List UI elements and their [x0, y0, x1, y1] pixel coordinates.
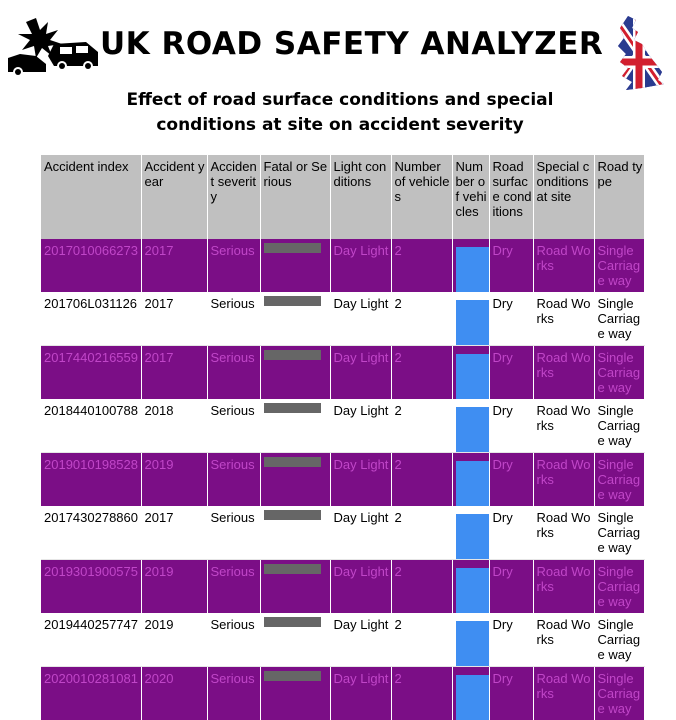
vehicles-bar: [456, 247, 489, 292]
cell-vehicles: 2: [391, 292, 452, 346]
cell-index: 2017010066273: [41, 239, 141, 292]
cell-surface: Dry: [489, 239, 533, 292]
col-light-conditions[interactable]: Light conditions: [330, 155, 391, 239]
cell-fatal-serious: [260, 667, 330, 720]
cell-year: 2017: [141, 239, 207, 292]
cell-vehicles: 2: [391, 346, 452, 400]
cell-year: 2019: [141, 560, 207, 614]
cell-light: Day Light: [330, 292, 391, 346]
cell-road-type: Single Carriage way: [594, 346, 644, 400]
severity-bar: [264, 296, 321, 306]
col-number-of-vehicles[interactable]: Number of vehicles: [391, 155, 452, 239]
cell-light: Day Light: [330, 667, 391, 720]
cell-year: 2018: [141, 399, 207, 453]
cell-special: Road Works: [533, 506, 594, 560]
cell-surface: Dry: [489, 453, 533, 507]
cell-surface: Dry: [489, 506, 533, 560]
cell-vehicles-bar: [452, 613, 489, 667]
cell-road-type: Single Carriage way: [594, 453, 644, 507]
table-row[interactable]: [41, 346, 644, 400]
cell-special: Road Works: [533, 613, 594, 667]
cell-special: Road Works: [533, 346, 594, 400]
table-row[interactable]: [41, 399, 644, 453]
cell-index: 2019301900575: [41, 560, 141, 614]
cell-light: Day Light: [330, 239, 391, 292]
severity-bar: [264, 243, 321, 253]
vehicles-bar: [456, 675, 489, 720]
col-accident-index[interactable]: Accident index: [41, 155, 141, 239]
cell-index: 2017430278860: [41, 506, 141, 560]
vehicles-bar: [456, 300, 489, 345]
cell-surface: Dry: [489, 399, 533, 453]
col-special-conditions[interactable]: Special conditions at site: [533, 155, 594, 239]
table-row[interactable]: [41, 667, 644, 720]
cell-vehicles-bar: [452, 292, 489, 346]
cell-index: 2019440257747: [41, 613, 141, 667]
cell-severity: Serious: [207, 506, 260, 560]
cell-surface: Dry: [489, 292, 533, 346]
cell-surface: Dry: [489, 613, 533, 667]
cell-special: Road Works: [533, 667, 594, 720]
cell-year: 2020: [141, 667, 207, 720]
cell-index: 2020010281081: [41, 667, 141, 720]
cell-vehicles: 2: [391, 667, 452, 720]
table-row[interactable]: [41, 453, 644, 507]
cell-special: Road Works: [533, 292, 594, 346]
app-header: [0, 0, 676, 150]
cell-index: 2017440216559: [41, 346, 141, 400]
car-crash-icon: [6, 14, 100, 76]
cell-severity: Serious: [207, 453, 260, 507]
cell-vehicles-bar: [452, 399, 489, 453]
uk-map-flag-icon: [612, 14, 666, 92]
table-row[interactable]: [41, 506, 644, 560]
cell-vehicles-bar: [452, 506, 489, 560]
cell-year: 2017: [141, 506, 207, 560]
table-row[interactable]: [41, 560, 644, 614]
cell-vehicles: 2: [391, 560, 452, 614]
cell-fatal-serious: [260, 346, 330, 400]
app-title: UK ROAD SAFETY ANALYZER: [100, 26, 603, 62]
severity-bar: [264, 350, 321, 360]
table-header-row: [41, 155, 644, 239]
cell-road-type: Single Carriage way: [594, 239, 644, 292]
cell-year: 2019: [141, 453, 207, 507]
table-row[interactable]: [41, 292, 644, 346]
cell-severity: Serious: [207, 399, 260, 453]
col-road-surface[interactable]: Road surface conditions: [489, 155, 533, 239]
vehicles-bar: [456, 568, 489, 613]
cell-vehicles-bar: [452, 667, 489, 720]
cell-severity: Serious: [207, 239, 260, 292]
cell-vehicles-bar: [452, 346, 489, 400]
col-fatal-or-serious[interactable]: Fatal or Serious: [260, 155, 330, 239]
cell-fatal-serious: [260, 239, 330, 292]
cell-index: 2019010198528: [41, 453, 141, 507]
col-number-of-vehicles-bar[interactable]: Number of vehicles: [452, 155, 489, 239]
cell-fatal-serious: [260, 560, 330, 614]
cell-light: Day Light: [330, 506, 391, 560]
cell-light: Day Light: [330, 613, 391, 667]
severity-bar: [264, 457, 321, 467]
cell-severity: Serious: [207, 560, 260, 614]
severity-bar: [264, 510, 321, 520]
cell-road-type: Single Carriage way: [594, 613, 644, 667]
table-row[interactable]: [41, 239, 644, 292]
cell-road-type: Single Carriage way: [594, 667, 644, 720]
cell-light: Day Light: [330, 399, 391, 453]
cell-vehicles: 2: [391, 453, 452, 507]
severity-bar: [264, 564, 321, 574]
cell-year: 2019: [141, 613, 207, 667]
vehicles-bar: [456, 407, 489, 452]
cell-surface: Dry: [489, 560, 533, 614]
accident-table: [41, 155, 645, 720]
cell-road-type: Single Carriage way: [594, 399, 644, 453]
cell-road-type: Single Carriage way: [594, 560, 644, 614]
cell-surface: Dry: [489, 667, 533, 720]
cell-severity: Serious: [207, 667, 260, 720]
cell-light: Day Light: [330, 560, 391, 614]
cell-vehicles: 2: [391, 613, 452, 667]
cell-road-type: Single Carriage way: [594, 292, 644, 346]
cell-year: 2017: [141, 292, 207, 346]
cell-special: Road Works: [533, 399, 594, 453]
cell-road-type: Single Carriage way: [594, 506, 644, 560]
cell-vehicles: 2: [391, 399, 452, 453]
vehicles-bar: [456, 621, 489, 666]
cell-special: Road Works: [533, 560, 594, 614]
cell-fatal-serious: [260, 292, 330, 346]
cell-year: 2017: [141, 346, 207, 400]
severity-bar: [264, 617, 321, 627]
cell-vehicles: 2: [391, 239, 452, 292]
cell-fatal-serious: [260, 506, 330, 560]
cell-vehicles-bar: [452, 560, 489, 614]
cell-fatal-serious: [260, 399, 330, 453]
table-row[interactable]: [41, 613, 644, 667]
cell-vehicles-bar: [452, 239, 489, 292]
col-accident-year[interactable]: Accident year: [141, 155, 207, 239]
vehicles-bar: [456, 461, 489, 506]
cell-light: Day Light: [330, 346, 391, 400]
col-road-type[interactable]: Road type: [594, 155, 644, 239]
cell-special: Road Works: [533, 453, 594, 507]
cell-severity: Serious: [207, 613, 260, 667]
severity-bar: [264, 403, 321, 413]
cell-special: Road Works: [533, 239, 594, 292]
cell-vehicles-bar: [452, 453, 489, 507]
cell-fatal-serious: [260, 453, 330, 507]
vehicles-bar: [456, 514, 489, 559]
page-subtitle: Effect of road surface conditions and special conditions at site on accident severity: [80, 88, 600, 138]
cell-index: 2018440100788: [41, 399, 141, 453]
cell-severity: Serious: [207, 346, 260, 400]
vehicles-bar: [456, 354, 489, 399]
cell-surface: Dry: [489, 346, 533, 400]
cell-severity: Serious: [207, 292, 260, 346]
severity-bar: [264, 671, 321, 681]
col-accident-severity[interactable]: Accident severity: [207, 155, 260, 239]
cell-index: 201706L031126: [41, 292, 141, 346]
cell-fatal-serious: [260, 613, 330, 667]
cell-vehicles: 2: [391, 506, 452, 560]
cell-light: Day Light: [330, 453, 391, 507]
